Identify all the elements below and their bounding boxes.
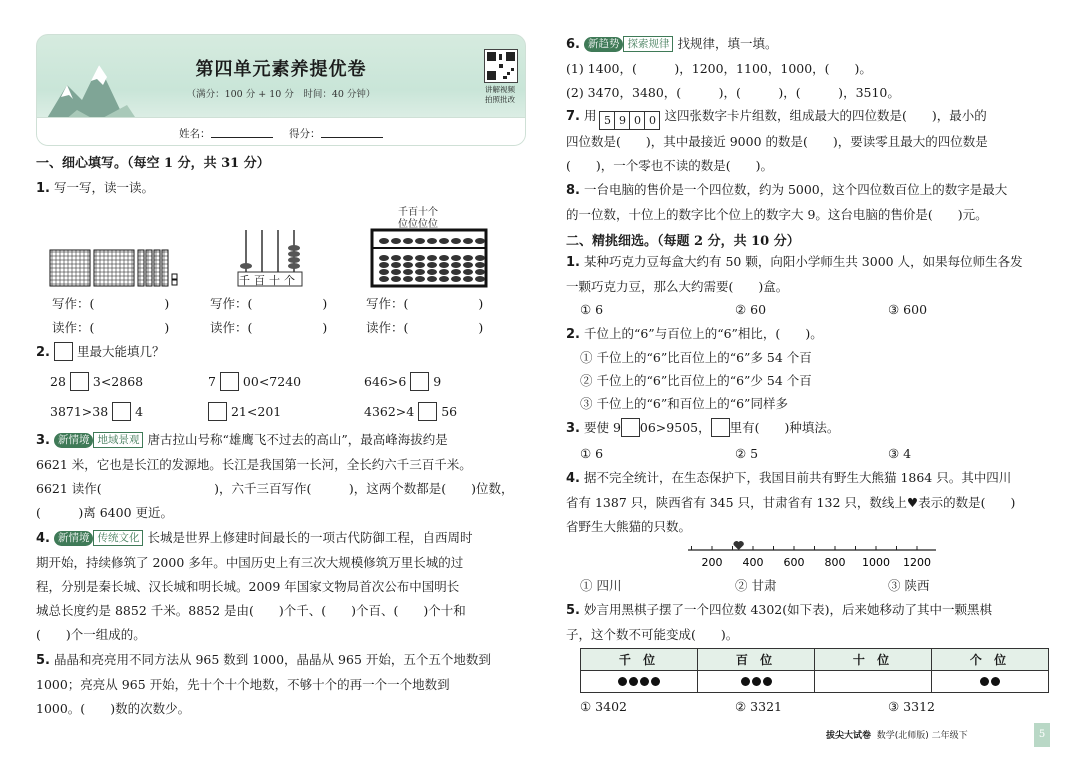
question-1: 1. 写一写，读一读。 [36, 180, 154, 196]
footer [826, 728, 968, 741]
place-value-table [580, 648, 1049, 693]
black-bead [741, 677, 750, 686]
heart-marker-icon [734, 541, 744, 550]
abacus-simple-labels: 千百十个 [239, 274, 299, 287]
q1-answer-col3[interactable]: 写作：( ) 读作：( ) [366, 296, 484, 335]
name-field[interactable] [211, 128, 273, 138]
choice-1-opt[interactable]: ② 60 [735, 302, 767, 317]
black-bead [629, 677, 638, 686]
abacus-place-top: 千百十个 [398, 207, 438, 218]
black-bead [991, 677, 1000, 686]
q2-item[interactable]: 3871>38 4 [50, 404, 144, 419]
name-label: 姓名： [179, 126, 273, 141]
question-2: 2. 里最大能填几？ [36, 344, 165, 360]
qr-code-icon[interactable] [484, 49, 518, 83]
qr-caption: 讲解视频 拍照批改 [485, 85, 515, 104]
question-5: 5. 晶晶和亮亮用不同方法从 965 数到 1000，晶晶从 965 开始，五个五个地数到 1000；亮亮从 965 开始，先十个十个地数，不够十个的再一个一个地数到 1000。( )数的次数少。 [36, 652, 491, 716]
black-bead [763, 677, 772, 686]
q2-item[interactable]: 4362>4 56 [364, 404, 458, 419]
abacus-place-bottom: 位位位位 [398, 219, 438, 230]
footer-brand: 拔尖大试卷 [826, 731, 872, 741]
choice-3: 3. 要使 9 06>9505， 里有( )种填法。 [566, 420, 840, 436]
section-1-title: 一、细心填写。（每空 1 分，共 31 分） [36, 156, 270, 171]
black-bead [980, 677, 989, 686]
place-header: 十 位 [815, 649, 932, 671]
place-header: 千 位 [581, 649, 698, 671]
choice-5: 5. 妙言用黑棋子摆了一个四位数 4302(如下表)，后来她移动了其中一颗黑棋 子，这个数不可能变成( )。 [566, 602, 993, 642]
tick-label: 400 [742, 556, 764, 569]
choice-4-opt[interactable]: ① 四川 [580, 578, 622, 593]
abacus-bead-frame [370, 228, 490, 290]
place-header: 个 位 [932, 649, 1049, 671]
choice-3-opt[interactable]: ② 5 [735, 446, 759, 461]
answer-box[interactable] [54, 342, 73, 361]
black-bead [618, 677, 627, 686]
tick-label: 600 [783, 556, 805, 569]
page-title: 第四单元素养提优卷 [195, 59, 367, 80]
section-2-title: 二、精挑细选。（每题 2 分，共 10 分） [566, 234, 800, 249]
footer-subject: 数学(北师版) 二年级下 [876, 731, 968, 741]
tick-label: 1000 [862, 556, 890, 569]
choice-1-opt[interactable]: ③ 600 [888, 302, 928, 317]
page-subtitle: （满分：100 分 + 10 分 时间：40 分钟） [186, 89, 376, 100]
question-4: 4. 新情境 传统文化 长城是世界上修建时间最长的一项古代防御工程，自西周时 期开始，持续修筑了 2000 多年。中国历史上有三次大规模修筑万里长城的过 程，分别是秦长城、汉长城和明长城。2009 年国家文物局首次公布中国明长 城总长度约是 8852 千米。8852 是由( )个千、( )个百、( )个十和 ( )个一组成的。 [36, 530, 473, 642]
choice-5-opt[interactable]: ② 3321 [735, 699, 782, 714]
choice-3-opt[interactable]: ① 6 [580, 446, 604, 461]
choice-2-opt[interactable]: ③ 千位上的“6”和百位上的“6”同样多 [580, 396, 788, 411]
choice-2-opt[interactable]: ② 千位上的“6”比百位上的“6”少 54 个百 [580, 373, 812, 388]
choice-5-opt[interactable]: ③ 3312 [888, 699, 935, 714]
bead-cell [932, 671, 1049, 693]
black-bead [752, 677, 761, 686]
page-number: 5 [1034, 723, 1050, 747]
q2-item[interactable]: 28 3<2868 [50, 374, 144, 389]
bead-cell [698, 671, 815, 693]
choice-2-opt[interactable]: ① 千位上的“6”比百位上的“6”多 54 个百 [580, 350, 812, 365]
bead-cell [815, 671, 932, 693]
choice-5-opt[interactable]: ① 3402 [580, 699, 627, 714]
tick-label: 800 [824, 556, 846, 569]
name-score-bar [37, 117, 525, 145]
bead-cell [581, 671, 698, 693]
choice-1: 1. 某种巧克力豆每盒大约有 50 颗，向阳小学师生共 3000 人，如果每位师生各发 一颗巧克力豆，那么大约需要( )盒。 [566, 254, 1023, 294]
question-7: 7. 用 5 9 0 0 这四张数字卡片组数，组成最大的四位数是( )，最小的 四位数是( )，其中最接近 9000 的数是( )，要读零且最大的四位数是 ( )，一个零也不读的数是( )。 [566, 108, 988, 173]
question-6: 6. 新趋势 探索规律 找规律，填一填。 (1) 1400，( )，1200，1100，1000，( )。 (2) 3470，3480，( )，( )，( )，3510。 [566, 36, 900, 100]
choice-4-opt[interactable]: ② 甘肃 [735, 578, 777, 593]
number-line [682, 536, 942, 572]
choice-4-opt[interactable]: ③ 陕西 [888, 578, 930, 593]
question-8: 8. 一台电脑的售价是一个四位数，约为 5000，这个四位数百位上的数字是最大 的一位数，十位上的数字比个位上的数字大 9。这台电脑的售价是( )元。 [566, 182, 1008, 222]
choice-2: 2. 千位上的“6”与百位上的“6”相比，( )。 ① 千位上的“6”比百位上的“6”多 54 个百 ② 千位上的“6”比百位上的“6”少 54 个百 ③ 千位上的“6”和百位上的“6”同样多 [566, 322, 823, 415]
place-header: 百 位 [698, 649, 815, 671]
tick-label: 200 [701, 556, 723, 569]
q1-answer-col1[interactable]: 写作：( ) 读作：( ) [52, 296, 170, 335]
score-label: 得分： [289, 126, 383, 141]
q2-item[interactable]: 21<201 [208, 400, 281, 424]
q1-answer-col2[interactable]: 写作：( ) 读作：( ) [210, 296, 328, 335]
tick-label: 1200 [903, 556, 931, 569]
question-3: 3. 新情境 地域景观 唐古拉山号称“雄鹰飞不过去的高山”，最高峰海拔约是 6621 米，它也是长江的发源地。长江是我国第一长河，全长约六千三百千米。 6621 读作( )，六千三百写作( )，这两个数都是( )位数， ( )离 6400 更近。 [36, 432, 514, 520]
choice-4: 4. 据不完全统计，在生态保护下，我国目前共有野生大熊猫 1864 只。其中四川 省有 1387 只，陕西省有 345 只，甘肃省有 132 只，数线上♥表示的数是( ) 省野生大熊猫的只数。 [566, 470, 1016, 534]
black-bead [640, 677, 649, 686]
q2-item[interactable]: 7 00<7240 [208, 374, 302, 389]
choice-3-opt[interactable]: ③ 4 [888, 446, 912, 461]
choice-1-opt[interactable]: ① 6 [580, 302, 604, 317]
base-ten-blocks [48, 244, 188, 288]
black-bead [651, 677, 660, 686]
header-banner [36, 34, 526, 146]
q2-item[interactable]: 646>6 9 [364, 374, 442, 389]
score-field[interactable] [321, 128, 383, 138]
